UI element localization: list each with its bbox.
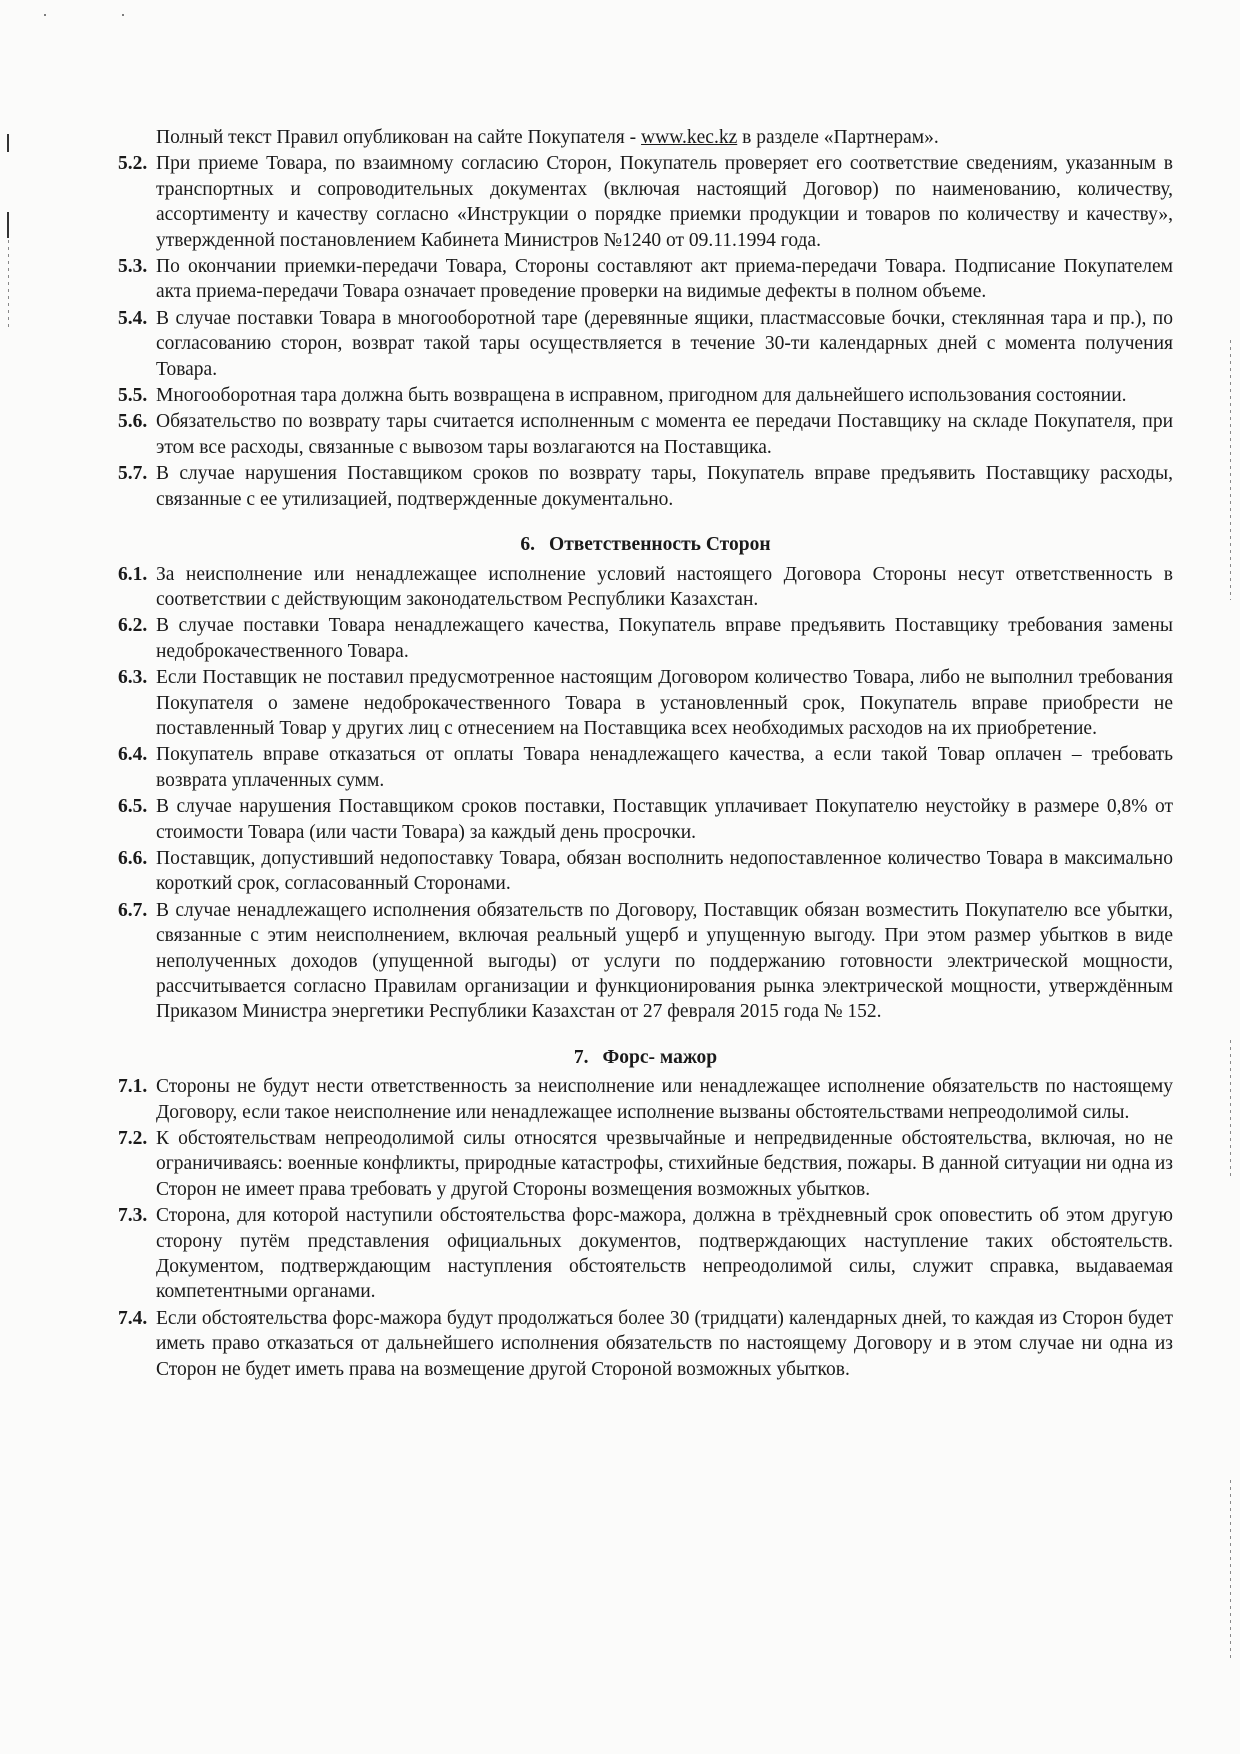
clause-number: 7.3. [118, 1205, 148, 1227]
clause-number: 5.2. [118, 153, 148, 175]
intro-paragraph [118, 125, 1173, 150]
clause-5-5 [118, 383, 1173, 408]
scan-edge-line [8, 240, 9, 330]
clause-text: Стороны не будут нести ответственность за неисполнение или ненадлежащее исполнение обязательств по настоящему Договору, если такое неисполнение или ненадлежащее исполнение вызваны обстоятельствами непреодолимой силы. [156, 1076, 1173, 1123]
section-number: 6. [520, 534, 536, 556]
clause-text: Многооборотная тара должна быть возвращена в исправном, пригодном для дальнейшего использования состоянии. [156, 385, 1127, 407]
clause-number: 5.5. [118, 385, 148, 407]
clause-5-2 [118, 151, 1173, 253]
clause-7-2 [118, 1126, 1173, 1202]
clause-number: 6.6. [118, 847, 148, 869]
clause-text: Если Поставщик не поставил предусмотренное настоящим Договором количество Товара, либо не выполнил требования Покупателя о замене недоброкачественного Товара в установленный срок, Покупатель вправе приобрести не поставленный Товар у других лиц с отнесением на Поставщика всех необходимых расходов на их приобретение. [156, 667, 1173, 739]
intro-text-before: Полный текст Правил опубликован на сайте Покупателя - [156, 127, 642, 148]
clause-text: Покупатель вправе отказаться от оплаты Товара ненадлежащего качества, а если такой Товар оплачен – требовать возврата уплаченных сумм. [156, 744, 1173, 791]
section-number: 7. [573, 1046, 589, 1068]
clause-6-3 [118, 665, 1173, 741]
clause-text: Поставщик, допустивший недопоставку Товара, обязан восполнить недопоставленное количество Товара в максимально короткий срок, согласованный Сторонами. [156, 847, 1173, 895]
clause-5-4 [118, 306, 1173, 382]
clause-text: В случае нарушения Поставщиком сроков по возврату тары, Покупатель вправе предъявить Поставщику расходы, связанные с ее утилизацией, подтвержденные документально. [156, 463, 1173, 510]
section-6-heading [118, 532, 1173, 557]
clause-number: 7.2. [118, 1128, 148, 1150]
clause-number: 6.4. [118, 744, 148, 766]
website-link[interactable]: www.kec.kz [641, 127, 738, 148]
document-body [118, 125, 1173, 1383]
scan-speck [44, 14, 46, 16]
clause-6-2 [118, 613, 1173, 664]
clause-number: 6.2. [118, 615, 148, 637]
clause-number: 7.1. [118, 1076, 148, 1098]
clause-number: 7.4. [118, 1307, 148, 1329]
clause-text: В случае поставки Товара ненадлежащего качества, Покупатель вправе предъявить Поставщику требования замены недоброкачественного Товара. [156, 615, 1173, 662]
scan-margin-mark [7, 212, 9, 238]
clause-7-3 [118, 1203, 1173, 1305]
section-7-heading [118, 1045, 1173, 1070]
intro-text-after: в разделе «Партнерам». [737, 127, 939, 148]
clause-text: Сторона, для которой наступили обстоятельства форс-мажора, должна в трёхдневный срок оповестить об этом другую сторону путём представления официальных документов, подтверждающих наступление таких обстоятельств. Документом, подтверждающим наступления обстоятельств непреодолимой силы, служит справка, выдаваемая компетентными органами. [156, 1205, 1173, 1303]
clause-text: Если обстоятельства форс-мажора будут продолжаться более 30 (тридцати) календарных дней, то каждая из Сторон будет иметь право отказаться от дальнейшего исполнения обязательств по настоящему Договору и в этом случае ни одна из Сторон не будет иметь права на возмещение другой Стороной возможных убытков. [156, 1307, 1173, 1380]
clause-text: В случае поставки Товара в многооборотной таре (деревянные ящики, пластмассовые бочки, стеклянная тара и пр.), по согласованию сторон, возврат такой тары осуществляется в течение 30-ти календарных дней с момента получения Товара. [156, 307, 1173, 380]
clause-7-4 [118, 1306, 1173, 1382]
scan-margin-mark [7, 134, 9, 152]
clause-number: 6.7. [118, 899, 148, 921]
scan-speck [122, 14, 124, 16]
clause-5-3 [118, 254, 1173, 305]
scan-edge-line [1230, 340, 1231, 600]
clause-number: 6.5. [118, 796, 148, 818]
clause-5-6 [118, 409, 1173, 460]
clause-number: 6.1. [118, 563, 148, 585]
section-title: Ответственность Сторон [549, 534, 771, 556]
clause-6-6 [118, 846, 1173, 897]
clause-number: 5.3. [118, 256, 148, 278]
clause-number: 5.7. [118, 463, 148, 485]
clause-text: По окончании приемки-передачи Товара, Стороны составляют акт приема-передачи Товара. Подписание Покупателем акта приема-передачи Товара означает проведение проверки на видимые дефекты в полном объеме. [156, 256, 1173, 303]
clause-6-5 [118, 794, 1173, 845]
clause-number: 5.6. [118, 411, 148, 433]
clause-7-1 [118, 1074, 1173, 1125]
clause-6-1 [118, 562, 1173, 613]
clause-text: К обстоятельствам непреодолимой силы относятся чрезвычайные и непредвиденные обстоятельства, включая, но не ограничиваясь: военные конфликты, природные катастрофы, стихийные бедствия, пожары. В данной ситуации ни одна из Сторон не имеет права требовать у другой Стороны возмещения возможных убытков. [156, 1128, 1173, 1200]
clause-number: 6.3. [118, 667, 148, 689]
clause-number: 5.4. [118, 307, 148, 329]
clause-6-7 [118, 898, 1173, 1025]
clause-text: В случае ненадлежащего исполнения обязательств по Договору, Поставщик обязан возместить Покупателю все убытки, связанные с этим неисполнением, включая реальный ущерб и упущенную выгоду. При этом размер убытков в виде неполученных доходов (упущенной выгоды) от услуги по поддержанию готовности электрической мощности, рассчитывается согласно Правилам организации и функционирования рынка электрической мощности, утверждённым Приказом Министра энергетики Республики Казахстан от 27 февраля 2015 года № 152. [156, 899, 1173, 1023]
clause-5-7 [118, 461, 1173, 512]
clause-text: В случае нарушения Поставщиком сроков поставки, Поставщик уплачивает Покупателю неустойку в размере 0,8% от стоимости Товара (или части Товара) за каждый день просрочки. [156, 796, 1173, 843]
scan-edge-line [1230, 1040, 1231, 1180]
scan-edge-line [1230, 1480, 1231, 1660]
clause-text: При приеме Товара, по взаимному согласию Сторон, Покупатель проверяет его соответствие сведениям, указанным в транспортных и сопроводительных документах (включая настоящий Договор) по наименованию, количеству, ассортименту и качеству согласно «Инструкции о порядке приемки продукции и товаров по количеству и качеству», утвержденной постановлением Кабинета Министров №1240 от 09.11.1994 года. [156, 153, 1173, 251]
clause-text: Обязательство по возврату тары считается исполненным с момента ее передачи Поставщику на складе Покупателя, при этом все расходы, связанные с вывозом тары возлагаются на Поставщика. [156, 411, 1173, 458]
clause-text: За неисполнение или ненадлежащее исполнение условий настоящего Договора Стороны несут ответственность в соответствии с действующим законодательством Республики Казахстан. [156, 563, 1173, 610]
section-title: Форс- мажор [602, 1046, 718, 1068]
clause-6-4 [118, 742, 1173, 793]
